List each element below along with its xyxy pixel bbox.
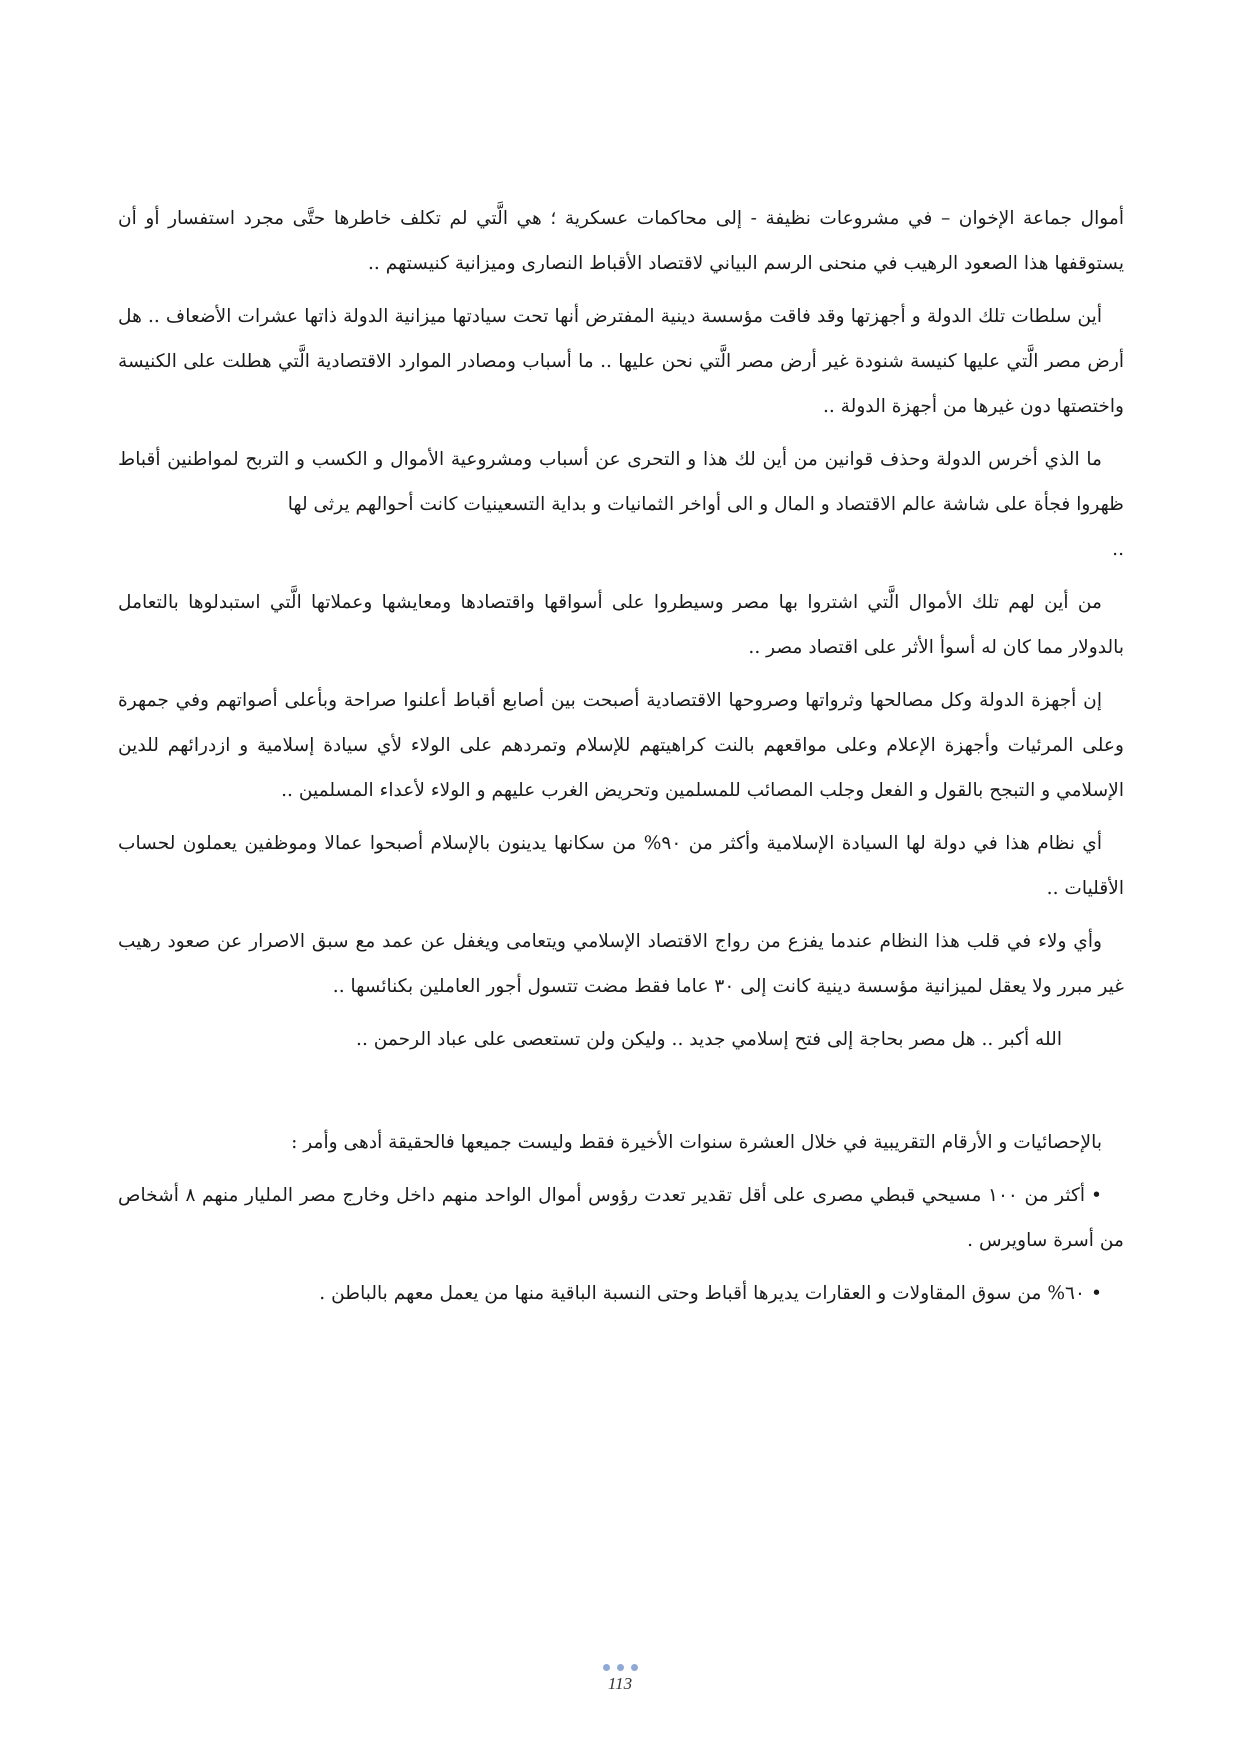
paragraph: إن أجهزة الدولة وكل مصالحها وثرواتها وصروحها الاقتصادية أصبحت بين أصابع أقباط أعلنوا صراحة وبأعلى أصواتهم وفي جمهرة وعلى المرئيات وأجهزة الإعلام وعلى مواقعهم بالنت كراهيتهم للإسلام وتمردهم على الولاء لأي سيادة إسلامية و ازدرائهم للدين الإسلامي و التبجح بالقول و الفعل وجلب المصائب للمسلمين وتحريض الغرب عليهم و الولاء لأعداء المسلمين .. [112,690,1124,801]
bullet-mark: • [1091,1185,1102,1206]
bullet-text: ٦٠% من سوق المقاولات و العقارات يديرها أقباط وحتى النسبة الباقية منها من يعمل معهم بالباطن . [319,1283,1086,1304]
section-gap [118,1070,1124,1120]
paragraph: أموال جماعة الإخوان – في مشروعات نظيفة - إلى محاكمات عسكرية ؛ هي الَّتي لم تكلف خاطرها حتَّى مجرد استفسار أو أن يستوقفها هذا الصعود الرهيب في منحنى الرسم البياني لاقتصاد الأقباط النصارى وميزانية كنيستهم .. [112,208,1124,274]
bullet-mark: • [1091,1283,1102,1304]
footer-dot [617,1664,624,1671]
footer-dot [603,1664,610,1671]
bullet-item [118,1271,1124,1316]
statistics-intro: بالإحصائيات و الأرقام التقريبية في خلال العشرة سنوات الأخيرة فقط وليست جميعها فالحقيقة أدهى وأمر : [291,1132,1102,1153]
page-footer [0,1664,1240,1694]
paragraph: وأي ولاء في قلب هذا النظام عندما يفزع من رواج الاقتصاد الإسلامي ويتعامى ويغفل عن عمد مع سبق الاصرار عن صعود رهيب غير مبرر ولا يعقل لميزانية مؤسسة دينية كانت إلى ٣٠ عاما فقط مضت تتسول أجور العاملين بكنائسها .. [112,931,1124,997]
paragraph: أين سلطات تلك الدولة و أجهزتها وقد فاقت مؤسسة دينية المفترض أنها تحت سيادتها ميزانية الدولة ذاتها عشرات الأضعاف .. هل أرض مصر الَّتي عليها كنيسة شنودة غير أرض مصر الَّتي نحن عليها .. ما أسباب ومصادر الموارد الاقتصادية الَّتي هطلت على الكنيسة واختصتها دون غيرها من أجهزة الدولة .. [112,306,1124,417]
paragraph: ما الذي أخرس الدولة وحذف قوانين من أين لك هذا و التحرى عن أسباب ومشروعية الأموال و الكسب و التربح لمواطنين أقباط ظهروا فجأة على شاشة عالم الاقتصاد و المال و الى أواخر الثمانيات و بداية التسعينيات كانت أحوالهم يرثى لها .. [118,449,1124,560]
page-body [112,196,1124,1324]
paragraph: أي نظام هذا في دولة لها السيادة الإسلامية وأكثر من ٩٠% من سكانها يدينون بالإسلام أصبحوا عمالا وموظفين يعملون لحساب الأقليات .. [112,833,1124,899]
paragraph: الله أكبر .. هل مصر بحاجة إلى فتح إسلامي جديد .. وليكن ولن تستعصى على عباد الرحمن .. [356,1029,1062,1050]
footer-dot [631,1664,638,1671]
bullet-text: أكثر من ١٠٠ مسيحي قبطي مصرى على أقل تقدير تعدت رؤوس أموال الواحد منهم داخل وخارج مصر المليار منهم ٨ أشخاص من أسرة ساويرس . [112,1185,1124,1251]
paragraph: من أين لهم تلك الأموال الَّتي اشتروا بها مصر وسيطروا على أسواقها واقتصادها ومعايشها وعملاتها الَّتي استبدلوها بالتعامل بالدولار مما كان له أسوأ الأثر على اقتصاد مصر .. [112,592,1124,658]
footer-dots [0,1664,1240,1674]
bullet-item [112,1173,1124,1263]
page-number: 113 [607,1674,633,1693]
